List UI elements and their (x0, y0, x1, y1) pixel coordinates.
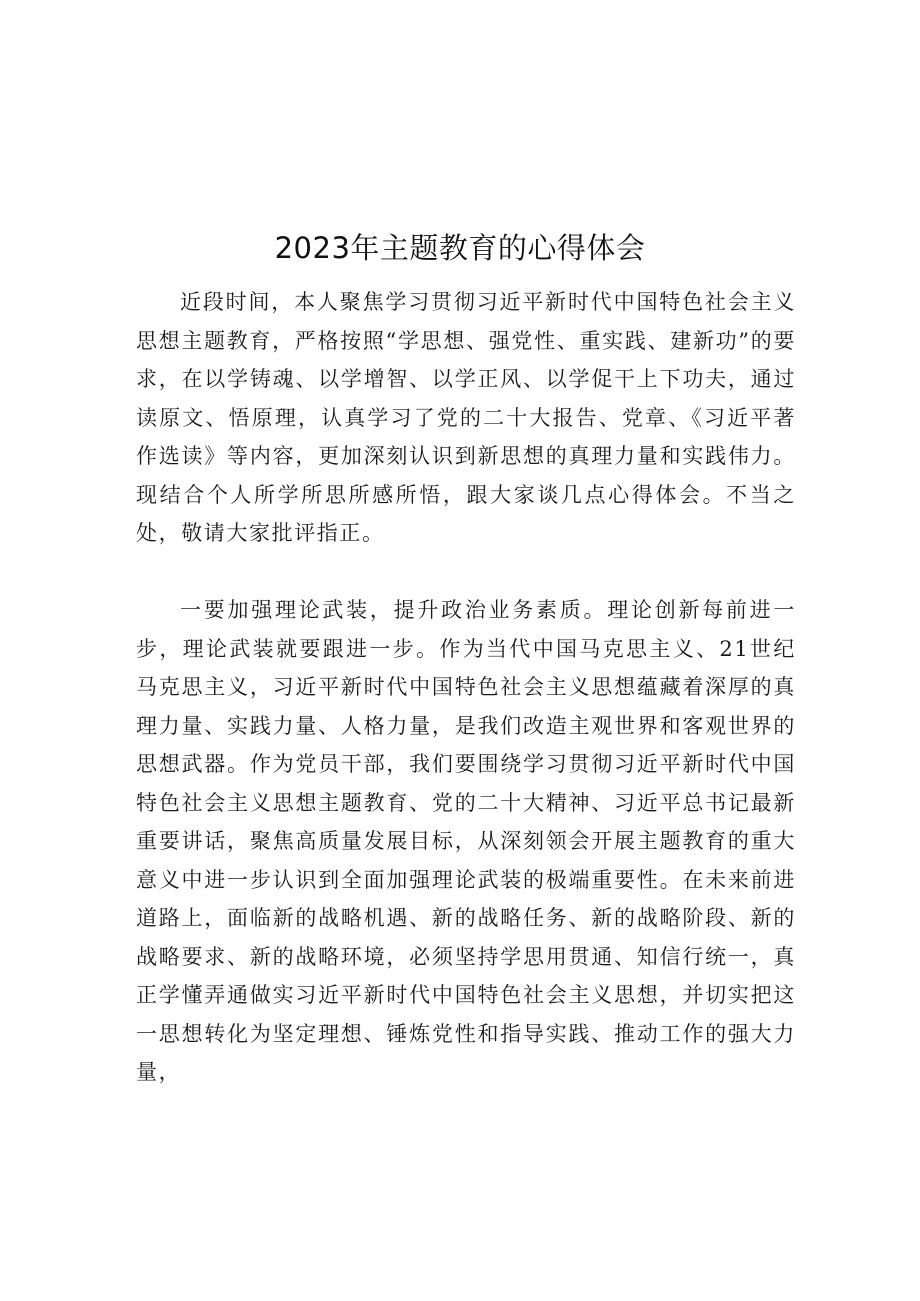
paragraph-theory-armament: 一要加强理论武装，提升政治业务素质。理论创新每前进一步，理论武装就要跟进一步。作为当代中国马克思主义、21世纪马克思主义，习近平新时代中国特色社会主义思想蕴藏着深厚的真理力量、实践力量、人格力量，是我们改造主观世界和客观世界的思想武器。作为党员干部，我们要围绕学习贯彻习近平新时代中国特色社会主义思想主题教育、党的二十大精神、习近平总书记最新重要讲话，聚焦高质量发展目标，从深刻领会开展主题教育的重大意义中进一步认识到全面加强理论武装的极端重要性。在未来前进道路上，面临新的战略机遇、新的战略任务、新的战略阶段、新的战略要求、新的战略环境，必须坚持学思用贯通、知信行统一，真正学懂弄通做实习近平新时代中国特色社会主义思想，并切实把这一思想转化为坚定理想、锤炼党性和指导实践、推动工作的强大力量， (136, 598, 796, 1084)
paragraph-intro: 近段时间，本人聚焦学习贯彻习近平新时代中国特色社会主义思想主题教育，严格按照“学思想、强党性、重实践、建新功”的要求，在以学铸魂、以学增智、以学正风、以学促干上下功夫，通过读原文、悟原理，认真学习了党的二十大报告、党章、《习近平著作选读》等内容，更加深刻认识到新思想的真理力量和实践伟力。现结合个人所学所思所感所悟，跟大家谈几点心得体会。不当之处，敬请大家批评指正。 (136, 290, 796, 545)
document-title: 2023年主题教育的心得体会 (274, 231, 646, 265)
